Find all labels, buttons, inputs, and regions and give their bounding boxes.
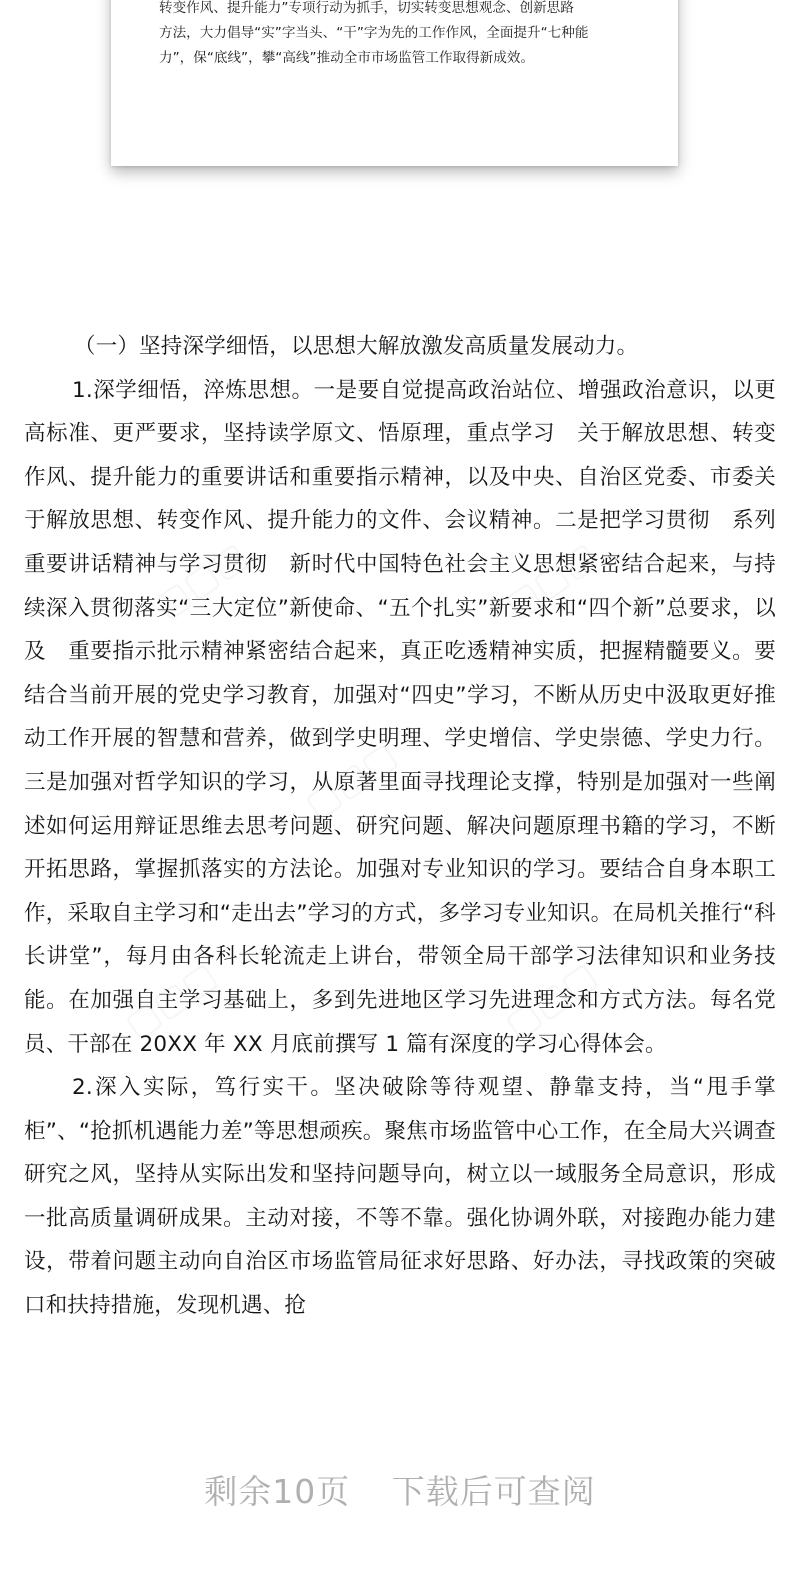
watermark: ▢▢▢ [147,534,255,627]
section-heading: （一）坚持深学细悟，以思想大解放激发高质量发展动力。 [74,334,639,359]
paragraph: 2.深入实际，笃行实干。坚决破除等待观望、静靠支持，当“甩手掌柜”、“抢抓机遇能力差”等思想顽疾。聚焦市场监管中心工作，在全局大兴调查研究之风，坚持从实际出发和坚持问题导向，树立以一域服务全局意识，形成一批高质量调研成果。主动对接，不等不靠。强化协调外联，对接跑办能力建设，带着问题主动向自治区市场监管局征求好思路、好办法，寻找政策的突破口和扶持措施，发现机遇、抢 [24,1075,776,1319]
preview-card [111,0,678,166]
watermark: ▢▢▢ [497,954,605,1047]
preview-line: 方法，大力倡导“实”字当头、“干”字为先的工作作风，全面提升“七种能 [159,25,589,41]
download-prompt[interactable] [0,1466,800,1513]
download-to-view-text: 下载后可查阅 [391,1472,596,1511]
document-body [24,325,776,1328]
remaining-pages-text: 剩余10页 [204,1472,351,1511]
watermark: ▢▢▢ [117,954,225,1047]
watermark: ▢▢▢ [497,534,605,627]
paragraph: 1.深学细悟，淬炼思想。一是要自觉提高政治站位、增强政治意识，以更高标准、更严要求，坚持读学原文、悟原理，重点学习 关于解放思想、转变作风、提升能力的重要讲话和重要指示精神，以及中央、自治区党委、市委关于解放思想、转变作风、提升能力的文件、会议精神。二是把学习贯彻 系列重要讲话精神与学习贯彻 新时代中国特色社会主义思想紧密结合起来，与持续深入贯彻落实“三大定位”新使命、“五个扎实”新要求和“四个新”总要求，以及 重要指示批示精神紧密结合起来，真正吃透精神实质，把握精髓要义。要结合当前开展的党史学习教育，加强对“四史”学习，不断从历史中汲取更好推动工作开展的智慧和营养，做到学史明理、学史增信、学史崇德、学史力行。三是加强对哲学知识的学习，从原著里面寻找理论支撑，特别是加强对一些阐述如何运用辩证思维去思考问题、研究问题、解决问题原理书籍的学习，不断开拓思路，掌握抓落实的方法论。加强对专业知识的学习。要结合自身本职工作，采取自主学习和“走出去”学习的方式，多学习专业知识。在局机关推行“科长讲堂”，每月由各科长轮流走上讲台，带领全局干部学习法律知识和业务技能。在加强自主学习基础上，多到先进地区学习先进理念和方式方法。每名党员、干部在 20XX 年 XX 月底前撰写 1 篇有深度的学习心得体会。 [24,377,776,1057]
watermark: ▢▢▢ [297,734,405,827]
preview-line: 力”，保“底线”，攀“高线”推动全市市场监管工作取得新成效。 [159,50,535,66]
preview-line: 转变作风、提升能力”专项行动为抓手，切实转变思想观念、创新思路 [159,0,574,16]
